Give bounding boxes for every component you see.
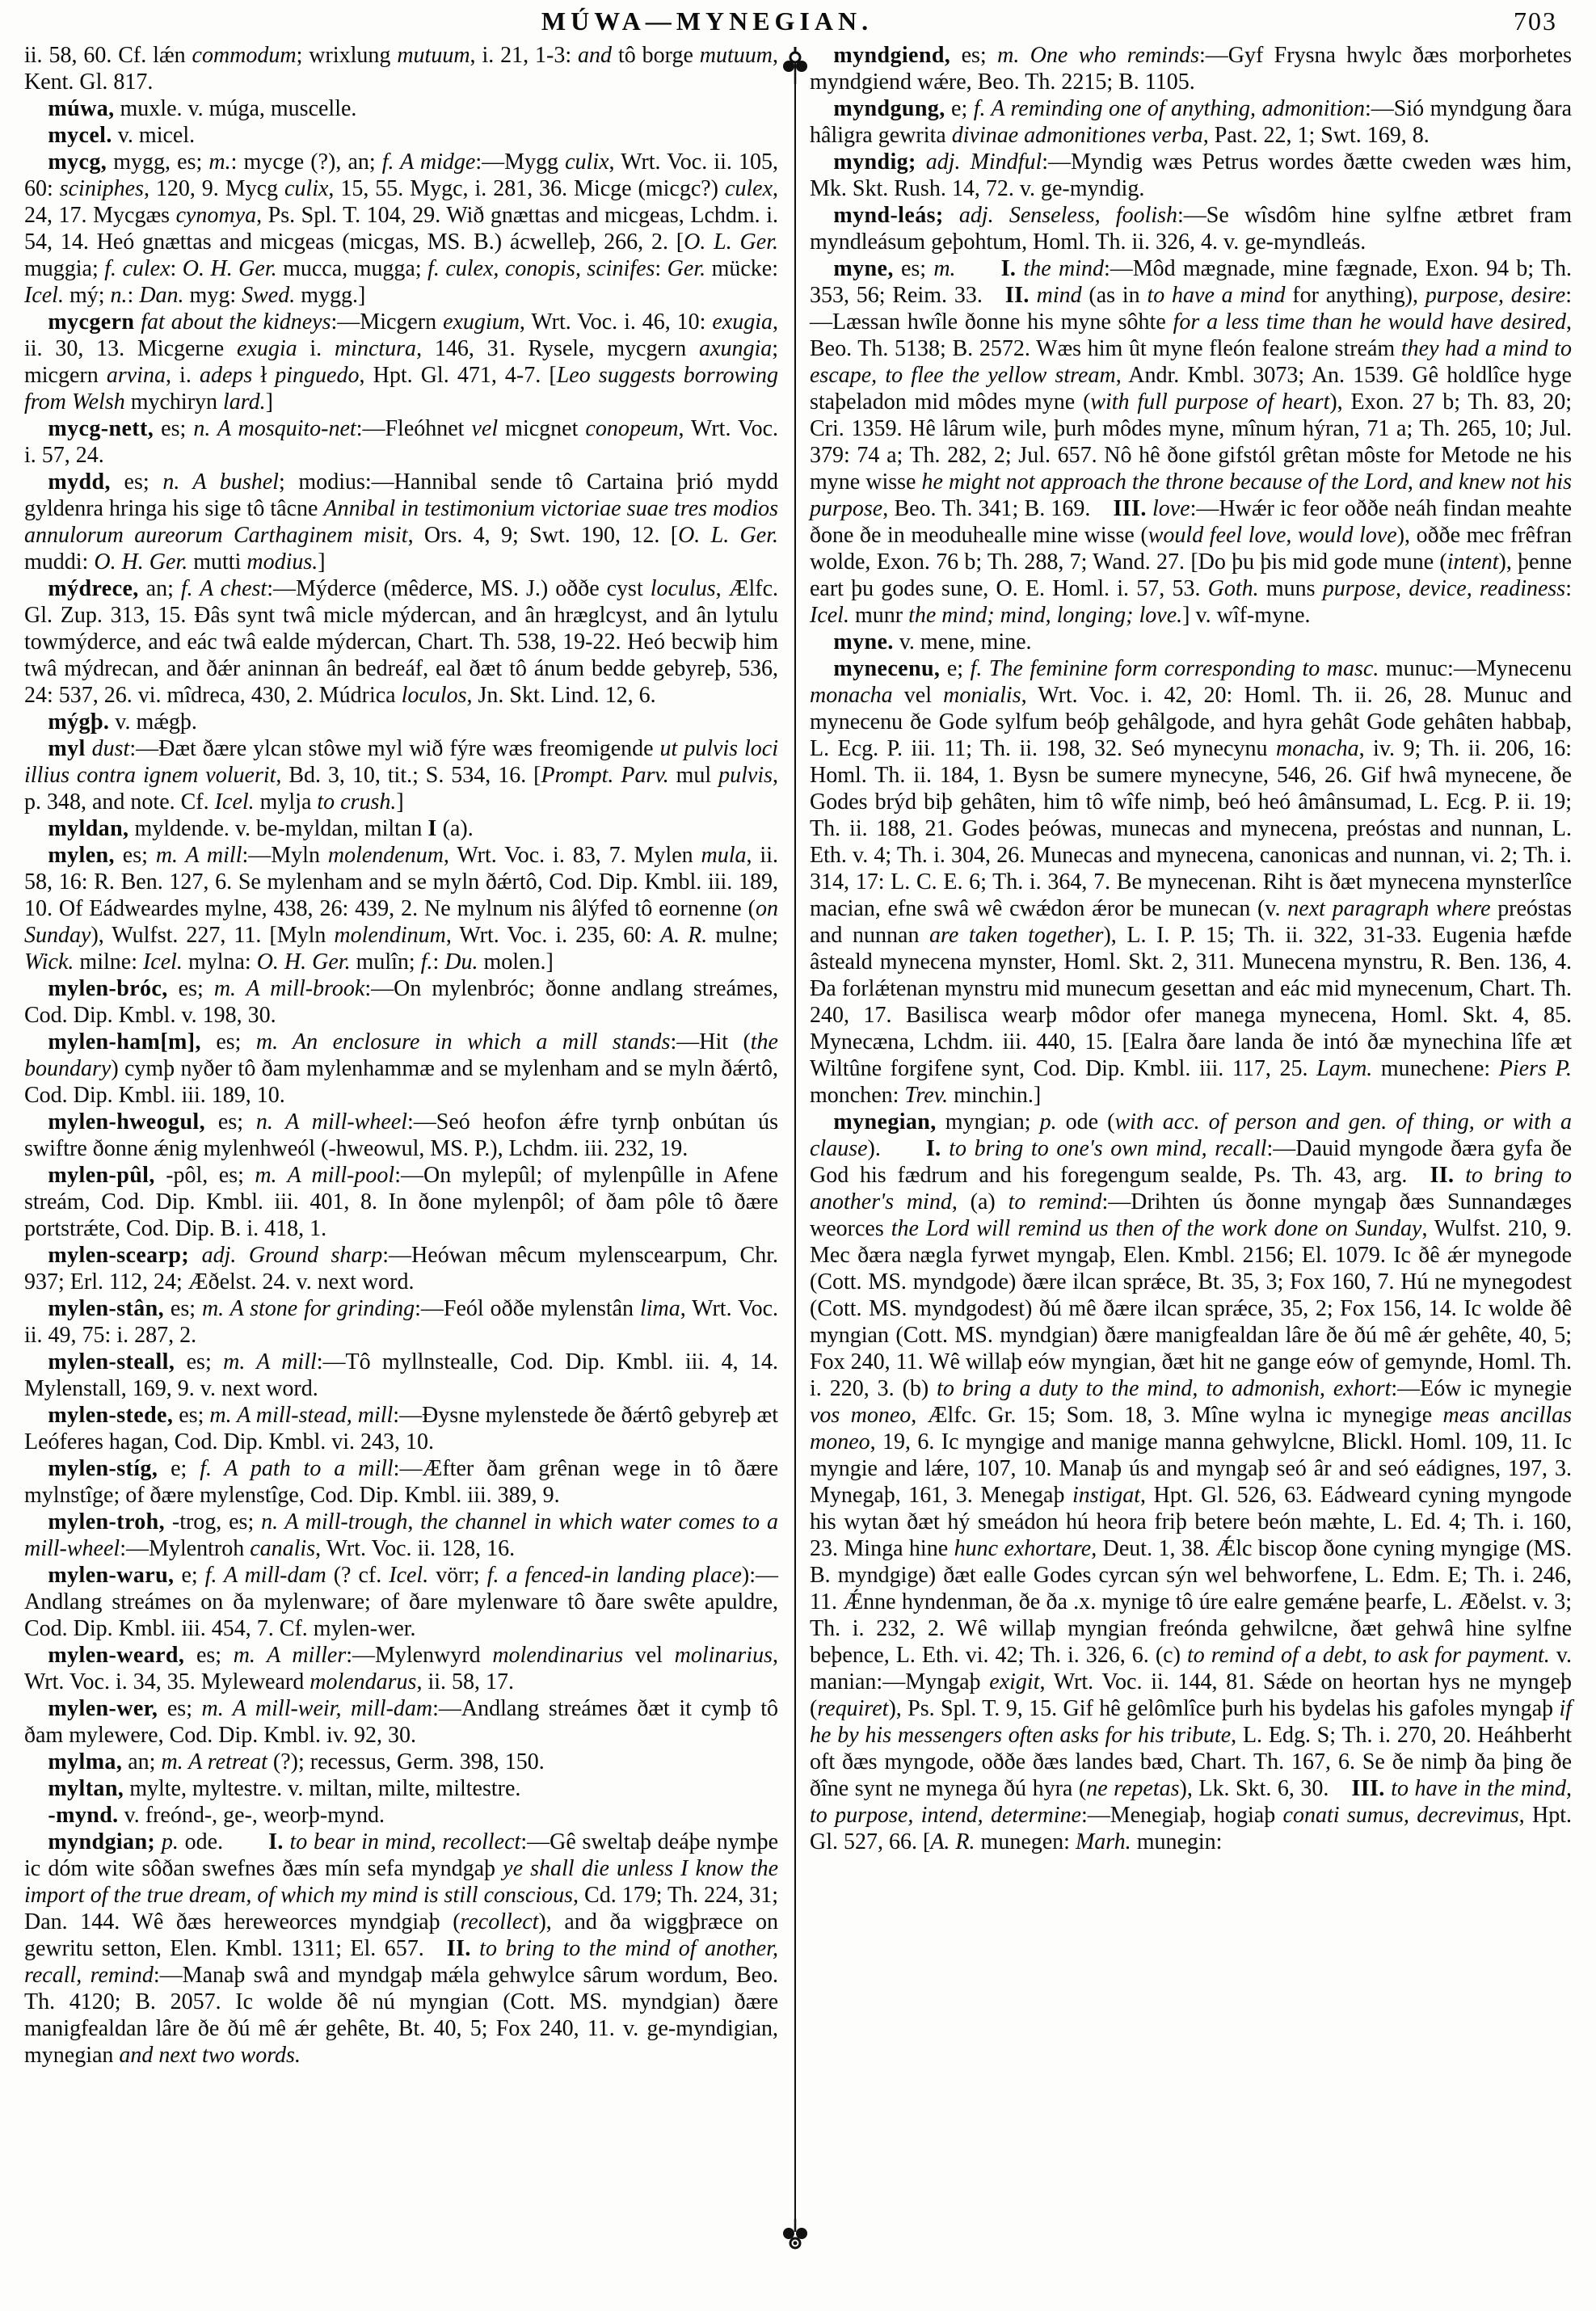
dictionary-entry: mylen-hweogul, es; n. A mill-wheel:—Seó heofon ǽfre tyrnþ onbútan ús swiftre ðonne ǽnig mylenhweól (-hweowul, MS. P.), Lchdm. iii. 232, 19. xyxy=(24,1109,778,1161)
dictionary-entry: ii. 58, 60. Cf. lǽn commodum; wrixlung mutuum, i. 21, 1-3: and tô borge mutuum, Kent. Gl. 817. xyxy=(24,43,779,95)
dictionary-entry: mylen-scearp; adj. Ground sharp:—Heówan mêcum mylenscearpum, Chr. 937; Erl. 112, 24; Æðelst. 24. v. next word. xyxy=(24,1243,779,1294)
dictionary-entry: myne. v. mene, mine. xyxy=(833,629,1032,655)
dictionary-entry: myndig; adj. Mindful:—Myndig wæs Petrus wordes ðætte cweden wæs him, Mk. Skt. Rush. 14, 72. v. ge-myndig. xyxy=(810,149,1572,201)
dictionary-entry: mylen-waru, e; f. A mill-dam (? cf. Icel. vörr; f. a fenced-in landing place):—Andlang streámes on ða mylenware; of ðare mylenware tô ðare swête apuldre, Cod. Dip. Kmbl. iii. 454, 7. Cf. mylen-wer. xyxy=(24,1563,778,1641)
dictionary-entry: mylen-weard, es; m. A miller:—Mylenwyrd molendinarius vel molinarius, Wrt. Voc. i. 34, 35. Myleweard molendarus, ii. 58, 17. xyxy=(24,1643,778,1694)
dictionary-entry: mýdrece, an; f. A chest:—Mýderce (mêderce, MS. J.) oððe cyst loculus, Ælfc. Gl. Zup. 313, 15. Ðâs synt twâ micle mýdercan, and ân hræglcyst, and ân lytulu towmýderce, and eác twâ ealde mýdercan, Chart. Th. 538, 19-22. Heó becwiþ him twâ mýdrecan, and ðǽr aninnan ân bedreáf, eal ðæt tô ánum bedde gebyreþ, 536, 24: 537, 26. vi. mîdreca, 430, 2. Múdrica loculos, Jn. Skt. Lind. 12, 6. xyxy=(24,576,778,708)
dictionary-entry: mynecenu, e; f. The feminine form corresponding to masc. munuc:—Mynecenu monacha vel monialis, Wrt. Voc. i. 42, 20: Homl. Th. ii. 26, 28. Munuc and mynecenu ðe Gode sylfum beóþ gehâlgode, and hyra gehât Gode gehâten habbaþ, L. Ecg. P. iii. 11; Th. ii. 198, 32. Seó mynecynu monacha, iv. 9; Th. ii. 206, 16: Homl. Th. ii. 184, 1. Bysn be sumere mynecyne, 546, 26. Gif hwâ mynecene, ðe Godes brýd biþ gehâten, him tô wîfe nimþ, beó heó âmânsumad, L. Ecg. P. ii. 19; Th. ii. 188, 21. Godes þeówas, munecas and mynecena, preóstas and nunnan, L. Eth. v. 4; Th. i. 304, 26. Munecas and mynecena, canonicas and nunnan, vi. 2; Th. i. 314, 17: L. C. E. 6; Th. i. 364, 7. Be mynecenan. Riht is ðæt mynecena mynsterlîce macian, efne swâ wê cwǽdon ǽror be munecan (v. next paragraph where preóstas and nunnan are taken together), L. I. P. 15; Th. ii. 322, 31-33. Eugenia hæfde âsteald mynecena mynster, Homl. Skt. 2, 311. Munecena mynstru, R. Ben. 136, 4. Ða forlǽtenan mynstru mid munecum gesettan and eác mid mynecenum, Chart. Th. 240, 17. Basilisca wearþ môdor ofer manega mynecena, Homl. Skt. 4, 85. Mynecæna, Lchdm. iii. 440, 15. [Ealra ðare landa ðe intó ðæ mynechina lîfe æt Wiltûne forgifene synt, Cod. Dip. Kmbl. iii. 117, 25. Laym. munechene: Piers P. monchen: Trev. minchin.] xyxy=(810,656,1573,1108)
divider-rule xyxy=(794,84,796,2229)
dictionary-entry: mycg, mygg, es; m.: mycge (?), an; f. A midge:—Mygg culix, Wrt. Voc. ii. 105, 60: sciniphes, 120, 9. Mycg culix, 15, 55. Mygc, i. 281, 36. Micge (micgc?) culex, 24, 17. Mycgæs cynomya, Ps. Spl. T. 104, 29. Wið gnættas and micgeas, Lchdm. i. 54, 14. Heó gnættas and micgeas (micgas, MS. B.) ácwelleþ, 266, 2. [O. L. Ger. muggia; f. culex: O. H. Ger. mucca, mugga; f. culex, conopis, scinifes: Ger. mücke: Icel. mý; n.: Dan. myg: Swed. mygg.] xyxy=(24,149,779,308)
dictionary-entry: mycg-nett, es; n. A mosquito-net:—Fleóhnet vel micgnet conopeum, Wrt. Voc. i. 57, 24. xyxy=(24,416,779,468)
dictionary-entry: mylen-stede, es; m. A mill-stead, mill:—Ðysne mylenstede ðe ðǽrtô gebyreþ æt Leóferes hagan, Cod. Dip. Kmbl. vi. 243, 10. xyxy=(24,1403,779,1454)
dictionary-entry: mýgþ. v. mǽgþ. xyxy=(48,709,197,735)
dictionary-entry: mylen-stân, es; m. A stone for grinding:—Feól oððe mylenstân lima, Wrt. Voc. ii. 49, 75: i. 287, 2. xyxy=(24,1296,779,1348)
column-left xyxy=(24,42,778,2069)
dictionary-entry: mylen-stíg, e; f. A path to a mill:—Æfter ðam grênan wege in tô ðære mylnstîge; of ðære mylenstîge, Cod. Dip. Kmbl. iii. 389, 9. xyxy=(24,1456,778,1508)
dictionary-entry: myne, es; m. I. the mind:—Môd mægnade, mine fægnade, Exon. 94 b; Th. 353, 56; Reim. 33. II. mind (as in to have a mind for anything), purpose, desire:—Læssan hwîle ðonne his myne sôhte for a less time than he would have desired, Beo. Th. 5138; B. 2572. Wæs him ût myne fleón fealone streám they had a mind to escape, to flee the yellow stream, Andr. Kmbl. 3073; An. 1539. Gê holdlîce hyge staþeladon mid môdes myne (with full purpose of heart), Exon. 27 b; Th. 83, 20; Cri. 1359. Hê lârum wile, þurh môdes myne, mînum hýran, 71 a; Th. 265, 10; Jul. 379: 74 a; Th. 282, 2; Jul. 657. Nô hê ðone gifstól grêtan môste for Metode ne his myne wisse he might not approach the throne because of the Lord, and knew not his purpose, Beo. Th. 341; B. 169. III. love:—Hwǽr ic feor oððe neáh findan meahte ðone ðe in meoduhealle mine wisse (would feel love, would love), oððe mec frêfran wolde, Exon. 76 b; Th. 288, 7; Wand. 27. [Do þu þis mid gode mune (intent), þenne eart þu godes sune, O. E. Homl. i. 57, 53. Goth. muns purpose, device, readiness: Icel. munr the mind; mind, longing; love.] v. wîf-myne. xyxy=(810,256,1573,628)
dictionary-entry: mydd, es; n. A bushel; modius:—Hannibal sende tô Cartaina þrió mydd gyldenra hringa his sige tô tâcne Annibal in testimonium victoriae suae tres modios annulorum aureorum Carthaginem misit, Ors. 4, 9; Swt. 190, 12. [O. L. Ger. muddi: O. H. Ger. mutti modius.] xyxy=(24,469,779,575)
dictionary-entry: mylma, an; m. A retreat (?); recessus, Germ. 398, 150. xyxy=(48,1749,545,1774)
dictionary-entry: myldan, myldende. v. be-myldan, miltan I (a). xyxy=(48,816,474,841)
column-right xyxy=(810,42,1572,1855)
dictionary-entry: myndgian; p. ode. I. to bear in mind, recollect:—Gê sweltaþ deáþe nymþe ic dóm wite sôðan swefnes ðæs mín sefa myndgaþ ye shall die unless I know the import of the true dream, of which my mind is still conscious, Cd. 179; Th. 224, 31; Dan. 144. Wê ðæs hereweorces myndgiaþ (recollect), and ða wiggþræce on gewritu setton, Elen. Kmbl. 1311; El. 657. II. to bring to the mind of another, recall, remind:—Manaþ swâ and myndgaþ mǽla gehwylce sârum wordum, Beo. Th. 4120; B. 2057. Ic wolde ðê nú myngian (Cott. MS. myndgian) ðære manigfealdan lâre ðe ðú mê ǽr gehête, Bt. 40, 5; Fox 240, 11. v. ge-myndigian, mynegian and next two words. xyxy=(24,1829,779,2068)
dictionary-entry: mylen-steall, es; m. A mill:—Tô myllnstealle, Cod. Dip. Kmbl. iii. 4, 14. Mylenstall, 169, 9. v. next word. xyxy=(24,1349,779,1401)
dictionary-entry: myl dust:—Ðæt ðære ylcan stôwe myl wið fýre wæs freomigende ut pulvis loci illius contra ignem voluerit, Bd. 3, 10, tit.; S. 534, 16. [Prompt. Parv. mul pulvis, p. 348, and note. Cf. Icel. mylja to crush.] xyxy=(24,736,778,815)
page-header xyxy=(0,5,1596,42)
dictionary-entry: mylen-wer, es; m. A mill-weir, mill-dam:—Andlang streámes ðæt it cymþ tô ðam mylewere, Cod. Dip. Kmbl. iv. 92, 30. xyxy=(24,1696,778,1748)
trefoil-ornament-top-icon xyxy=(781,47,810,84)
dictionary-entry: mylen-pûl, -pôl, es; m. A mill-pool:—On mylepûl; of mylenpûlle in Afene streám, Cod. Dip. Kmbl. iii. 401, 8. In ðone mylenpôl; of ðam pôle tô ðære portstrǽte, Cod. Dip. B. i. 418, 1. xyxy=(24,1163,778,1241)
dictionary-entry: myndgung, e; f. A reminding one of anything, admonition:—Sió myndgung ðara hâligra gewrita divinae admonitiones verba, Past. 22, 1; Swt. 169, 8. xyxy=(810,96,1572,148)
page-number: 703 xyxy=(1514,6,1557,36)
dictionary-entry: mylen-troh, -trog, es; n. A mill-trough, the channel in which water comes to a mill-wheel:—Mylentroh canalis, Wrt. Voc. ii. 128, 16. xyxy=(24,1509,778,1561)
column-divider xyxy=(781,42,810,2272)
dictionary-entry: mycgern fat about the kidneys:—Micgern exugium, Wrt. Voc. i. 46, 10: exugia, ii. 30, 13. Micgerne exugia i. minctura, 146, 31. Rysele, mycgern axungia; micgern arvina, i. adeps ł pinguedo, Hpt. Gl. 471, 4-7. [Leo suggests borrowing from Welsh mychiryn lard.] xyxy=(24,309,779,415)
dictionary-entry: mycel. v. micel. xyxy=(48,123,196,148)
dictionary-entry: -mynd. v. freónd-, ge-, weorþ-mynd. xyxy=(48,1803,385,1828)
dictionary-entry: múwa, muxle. v. múga, muscelle. xyxy=(48,96,357,121)
trefoil-ornament-bottom-icon xyxy=(781,2219,810,2256)
dictionary-entry: mylen-bróc, es; m. A mill-brook:—On mylenbróc; ðonne andlang streámes, Cod. Dip. Kmbl. v. 198, 30. xyxy=(24,976,778,1028)
page-title: MÚWA—MYNEGIAN. xyxy=(541,6,874,36)
dictionary-entry: mylen, es; m. A mill:—Myln molendenum, Wrt. Voc. i. 83, 7. Mylen mula, ii. 58, 16: R. Ben. 127, 6. Se mylenham and se myln ðǽrtô, Cod. Dip. Kmbl. iii. 189, 10. Of Eádweardes mylne, 438, 26: 439, 2. Ne mylnum nis âlýfed tô eornenne (on Sunday), Wulfst. 227, 11. [Myln molendinum, Wrt. Voc. i. 235, 60: A. R. mulne; Wick. milne: Icel. mylna: O. H. Ger. mulîn; f.: Du. molen.] xyxy=(24,843,778,974)
dictionary-entry: mynd-leás; adj. Senseless, foolish:—Se wîsdôm hine sylfne ætbret fram myndleásum geþohtum, Homl. Th. ii. 326, 4. v. ge-myndleás. xyxy=(810,203,1573,255)
dictionary-entry: myndgiend, es; m. One who reminds:—Gyf Frysna hwylc ðæs morþorhetes myndgiend wǽre, Beo. Th. 2215; B. 1105. xyxy=(810,43,1572,95)
dictionary-entry: myltan, mylte, myltestre. v. miltan, milte, miltestre. xyxy=(48,1776,521,1801)
dictionary-entry: mynegian, myngian; p. ode (with acc. of person and gen. of thing, or with a clause). I. to bring to one's own mind, recall:—Dauid myngode ðæra gyfa ðe God his fædrum and his foregengum sealde, Ps. Th. 43, arg. II. to bring to another's mind, (a) to remind:—Drihten ús ðonne myngaþ ðæs Sunnandæges weorces the Lord will remind us then of the work done on Sunday, Wulfst. 210, 9. Mec ðæra nægla fyrwet myngaþ, Elen. Kmbl. 2156; El. 1079. Ic ðê ǽr mynegode (Cott. MS. myndgode) ðære ilcan sprǽce, Bt. 35, 3; Fox 160, 7. Hú ne mynegodest (Cott. MS. myndgodest) ðú mê ðære ilcan sprǽce, 35, 2; Fox 156, 14. Ic wolde ðê myngian (Cott. MS. myndgian) ðære manigfealdan lâre ðe ðú mê ǽr gehête, 40, 5; Fox 240, 11. Wê willaþ eów myngian, ðæt hit ne gange eów of gemynde, Homl. Th. i. 220, 3. (b) to bring a duty to the mind, to admonish, exhort:—Eów ic mynegie vos moneo, Ælfc. Gr. 15; Som. 18, 3. Mîne wylna ic mynegige meas ancillas moneo, 19, 6. Ic myngige and manige manna gehwylcne, Blickl. Homl. 109, 11. Ic myngie and lǽre, 107, 10. Manaþ ús and myngaþ seó âr and seó eádignes, 197, 3. Mynegaþ, 161, 3. Menegaþ instigat, Hpt. Gl. 526, 63. Eádweard cyning myngode his wytan ðæt hý smeádon hú heora friþ betere beón mæhte, L. Ed. 4; Th. i. 160, 23. Minga hine hunc exhortare, Deut. 1, 38. Ǽlc biscop ðone cyning myngige (MS. B. myndgige) ðæt ealle Godes cyrcan sýn wel behworfene, L. Edm. E; Th. i. 246, 11. Ǽnne hyndenman, ðe ða .x. mynige tô úre ealre gemǽne þearfe, L. Æðelst. v. 3; Th. i. 232, 2. Wê willaþ myngian freónda gehwilcne, ðæt gehwâ hine sylfne beþence, L. Eth. vi. 42; Th. i. 326, 6. (c) to remind of a debt, to ask for payment. v. manian:—Myngaþ exigit, Wrt. Voc. ii. 144, 81. Sǽde on heortan hys ne myngeþ (requiret), Ps. Spl. T. 9, 15. Gif hê gelômlîce þurh his bydelas his gafoles myngaþ if he by his messengers often asks for his tribute, L. Edg. S; Th. i. 270, 20. Heáhberht oft ðæs myngode, oððe ðæs landes bæd, Chart. Th. 167, 6. Se ðe nimþ ða þing ðe ðîne synt ne mynega ðú hyra (ne repetas), Lk. Skt. 6, 30. III. to have in the mind, to purpose, intend, determine:—Menegiaþ, hogiaþ conati sumus, decrevimus, Hpt. Gl. 527, 66. [A. R. munegen: Marh. munegin: xyxy=(810,1109,1573,1854)
dictionary-entry: mylen-ham[m], es; m. An enclosure in which a mill stands:—Hit (the boundary) cymþ nyðer tô ðam mylenhammæ and se mylenham and se myln ðǽrtô, Cod. Dip. Kmbl. iii. 189, 10. xyxy=(24,1029,778,1108)
